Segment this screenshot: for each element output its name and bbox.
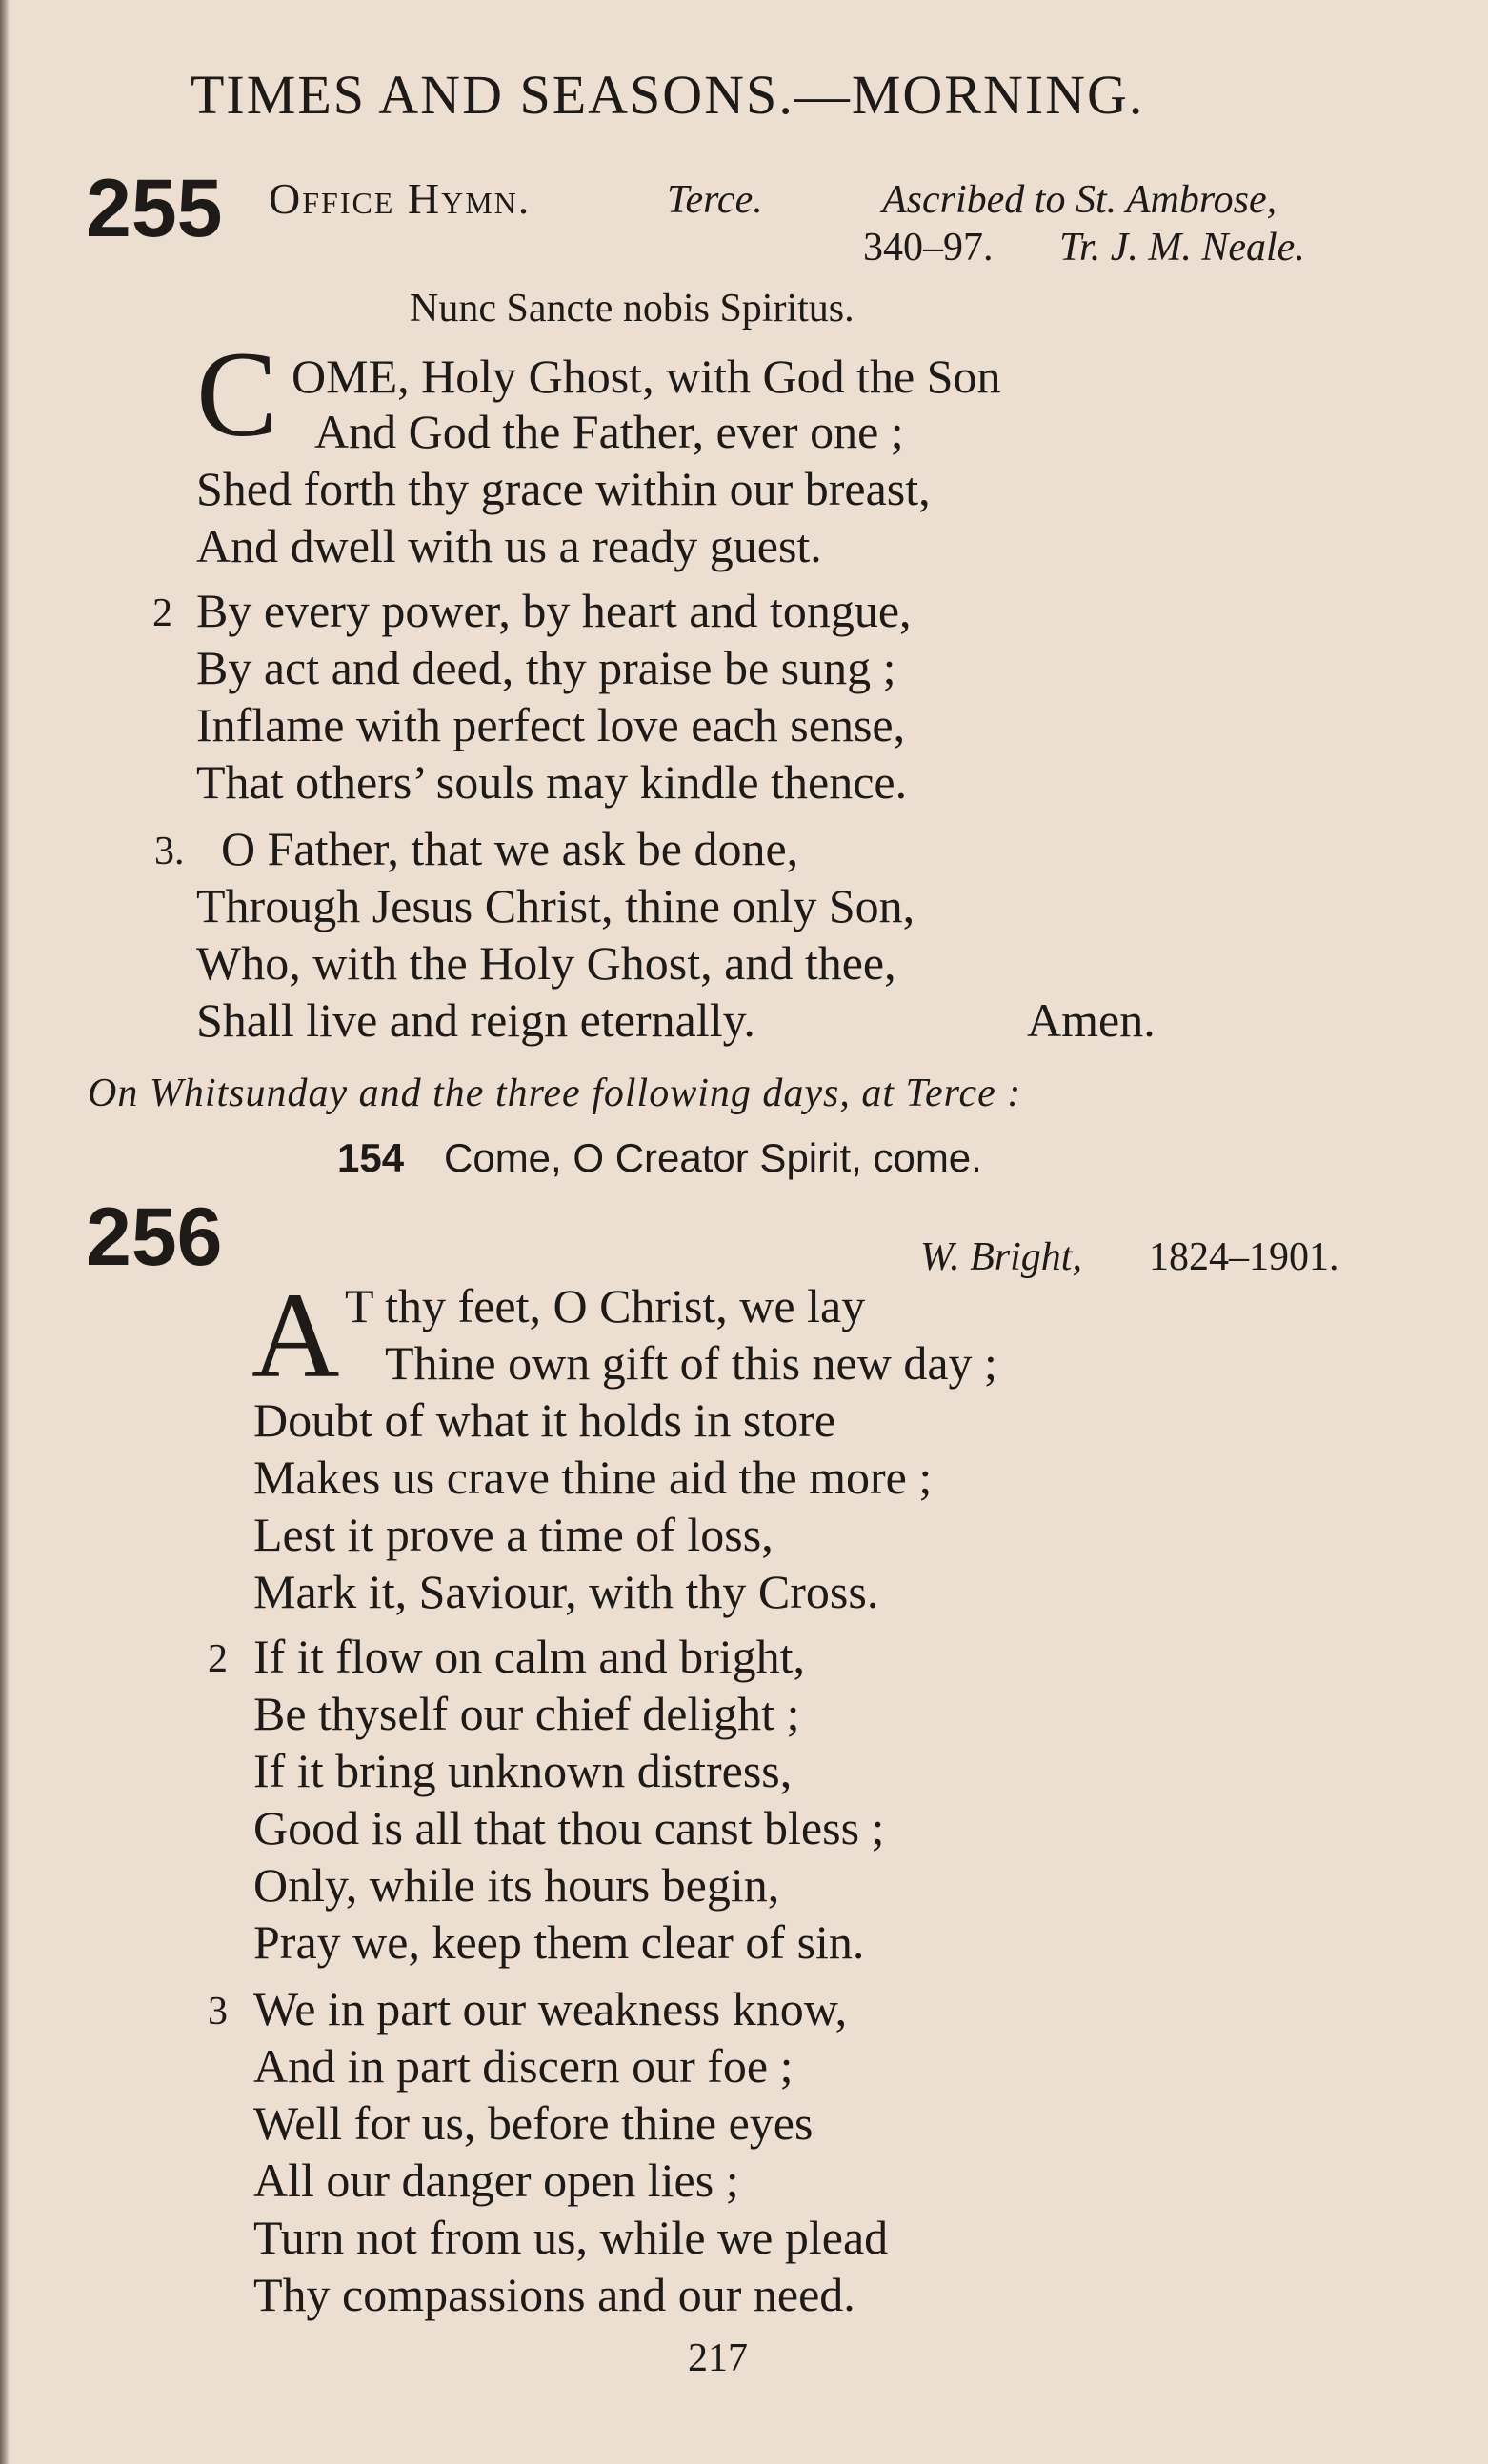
drop-cap-a: A [251, 1268, 340, 1403]
hymn255-v3-line3: Who, with the Holy Ghost, and thee, [196, 936, 896, 990]
hymn256-verse3-number: 3 [208, 1990, 228, 2033]
office-hymn-label: Office Hymn. [269, 174, 532, 223]
hymn256-v1-line3: Doubt of what it holds in store [253, 1393, 836, 1447]
author-dates: 1824–1901. [1149, 1235, 1339, 1279]
hymn256-v3-line4: All our danger open lies ; [253, 2153, 739, 2207]
hymn256-v3-line5: Turn not from us, while we plead [253, 2211, 889, 2264]
hymn255-v1-line4: And dwell with us a ready guest. [196, 519, 822, 572]
hymn-number-255: 255 [86, 163, 223, 254]
hymn256-v2-line2: Be thyself our chief delight ; [253, 1687, 800, 1740]
hymn255-v1-line1: OME, Holy Ghost, with God the Son [292, 350, 1001, 403]
hymn255-v2-line1: By every power, by heart and tongue, [196, 584, 912, 637]
crossref-title: Come, O Creator Spirit, come. [444, 1135, 982, 1180]
hymn256-v1-line4: Makes us crave thine aid the more ; [253, 1451, 933, 1504]
hymn255-v3-line4: Shall live and reign eternally. [196, 993, 755, 1047]
hymn256-v3-line1: We in part our weakness know, [253, 1982, 848, 2035]
hymn256-v3-line2: And in part discern our foe ; [253, 2039, 794, 2093]
hymn255-v2-line2: By act and deed, thy praise be sung ; [196, 641, 896, 694]
hymn255-v2-line3: Inflame with perfect love each sense, [196, 698, 906, 751]
hymn256-v1-line5: Lest it prove a time of loss, [253, 1508, 774, 1561]
hymn255-v1-line3: Shed forth thy grace within our breast, [196, 462, 931, 515]
hymn256-v3-line3: Well for us, before thine eyes [253, 2096, 814, 2150]
hymn256-v2-line3: If it bring unknown distress, [253, 1744, 793, 1797]
hymn-number-256: 256 [86, 1192, 223, 1283]
attribution-translator: Tr. J. M. Neale. [1059, 226, 1305, 270]
hymn255-v1-line2: And God the Father, ever one ; [314, 405, 904, 458]
page-number: 217 [688, 2336, 748, 2380]
hymn256-v2-line6: Pray we, keep them clear of sin. [253, 1915, 865, 1969]
hymn255-v2-line4: That others’ souls may kindle thence. [196, 755, 908, 809]
hymn256-v3-line6: Thy compassions and our need. [253, 2268, 855, 2321]
hymn255-verse2-number: 2 [152, 591, 172, 635]
rubric-whitsunday: On Whitsunday and the three following days, at Terce : [88, 1072, 1022, 1115]
hymn255-amen: Amen. [1027, 993, 1156, 1047]
hymn255-v3-line1: O Father, that we ask be done, [221, 822, 799, 875]
hymn256-v2-line1: If it flow on calm and bright, [253, 1630, 806, 1683]
page-spine-edge [0, 0, 10, 2464]
attribution-dates: 340–97. [863, 226, 994, 270]
hymn255-verse3-number: 3. [154, 830, 185, 873]
hymn256-v1-line2: Thine own gift of this new day ; [385, 1336, 997, 1390]
hymn255-v3-line2: Through Jesus Christ, thine only Son, [196, 879, 915, 932]
latin-title: Nunc Sancte nobis Spiritus. [410, 287, 855, 331]
occasion-terce: Terce. [667, 178, 763, 222]
attribution-ambrose: Ascribed to St. Ambrose, [882, 178, 1277, 222]
crossref-number: 154 [337, 1135, 405, 1180]
hymn256-v2-line5: Only, while its hours begin, [253, 1858, 780, 1912]
hymn256-v2-line4: Good is all that thou canst bless ; [253, 1801, 885, 1854]
hymn256-v1-line6: Mark it, Saviour, with thy Cross. [253, 1565, 879, 1618]
author-bright: W. Bright, [920, 1235, 1082, 1279]
hymn256-v1-line1: T thy feet, O Christ, we lay [345, 1279, 866, 1332]
drop-cap-c: C [196, 327, 278, 462]
running-header: TIMES AND SEASONS.—MORNING. [191, 64, 1145, 126]
hymn256-verse2-number: 2 [208, 1637, 228, 1681]
